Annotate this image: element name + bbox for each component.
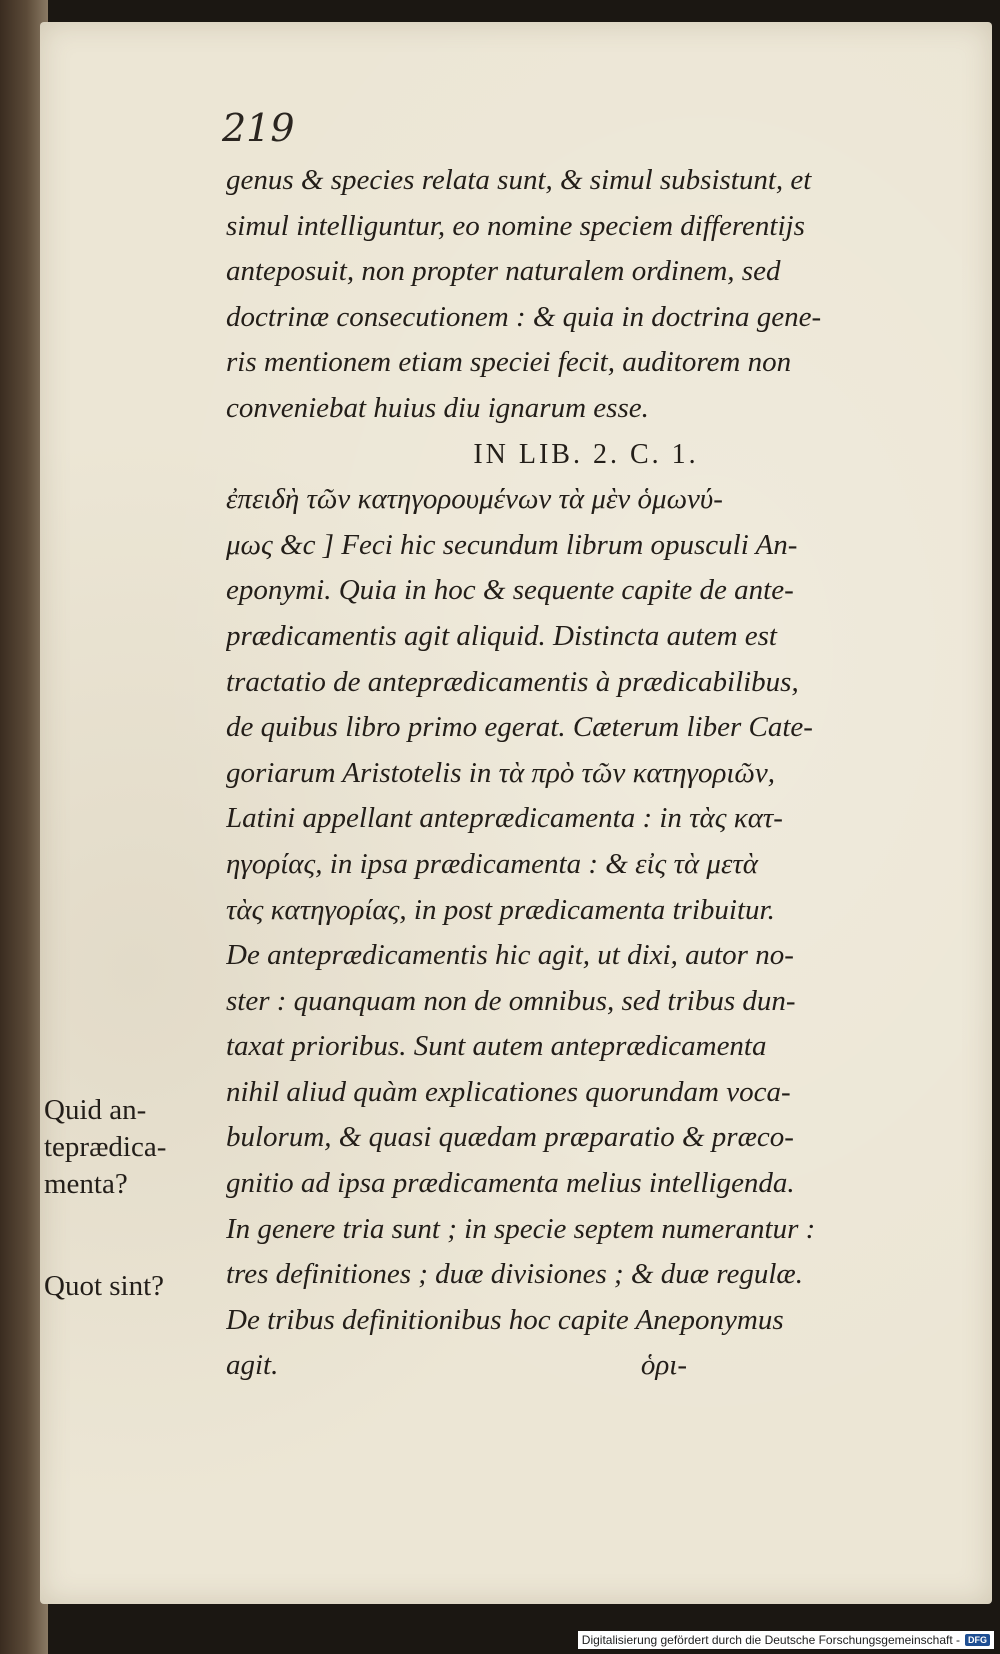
text-line: eponymi. Quia in hoc & sequente capite de ante-	[226, 574, 794, 607]
text-line: μως &c ] Feci hic secundum librum opusculi An-	[226, 528, 798, 561]
margin-note-line: Quid an-	[44, 1094, 147, 1126]
text-line: tractatio de anteprædicamentis à prædicabilibus,	[226, 665, 799, 698]
text-line: simul intelliguntur, eo nomine speciem differentijs	[226, 209, 805, 242]
text-line: Latini appellant anteprædicamenta : in τὰς κατ-	[226, 802, 783, 835]
text-line: ster : quanquam non de omnibus, sed tribus dun-	[226, 984, 796, 1017]
digitization-credit-text: Digitalisierung gefördert durch die Deutsche Forschungsgemeinschaft -	[581, 1633, 960, 1647]
text-line: de quibus libro primo egerat. Cæterum liber Cate-	[226, 711, 813, 744]
text-line: nihil aliud quàm explicationes quorundam voca-	[226, 1075, 791, 1108]
text-line: doctrinæ consecutionem : & quia in doctrina gene-	[226, 300, 822, 333]
margin-note-line: teprædica-	[44, 1131, 167, 1163]
page-number: 219	[222, 106, 295, 150]
text-line: taxat prioribus. Sunt autem anteprædicamenta	[226, 1030, 767, 1063]
text-line: prædicamentis agit aliquid. Distincta autem est	[226, 619, 777, 652]
margin-note-quot-sint	[44, 1268, 219, 1305]
text-line: De anteprædicamentis hic agit, ut dixi, autor no-	[226, 939, 794, 972]
margin-note-line: Quot sint?	[44, 1270, 165, 1302]
text-line: genus & species relata sunt, & simul subsistunt, et	[226, 164, 812, 196]
text-line: bulorum, & quasi quædam præparatio & præco-	[226, 1121, 794, 1154]
section-heading: IN LIB. 2. C. 1.	[473, 438, 699, 470]
text-line: In genere tria sunt ; in specie septem numerantur :	[226, 1212, 816, 1245]
text-line: ἐπειδὴ τῶν κατηγορουμένων τὰ μὲν ὁμωνύ-	[226, 483, 723, 516]
text-line: De tribus definitionibus hoc capite Aneponymus	[226, 1303, 784, 1336]
margin-note-quid-antepraedicamenta	[44, 1092, 219, 1203]
text-line: tres definitiones ; duæ divisiones ; & duæ regulæ.	[226, 1258, 804, 1291]
text-line: agit. ὁρι-	[226, 1349, 687, 1382]
text-line: gnitio ad ipsa prædicamenta melius intelligenda.	[226, 1167, 795, 1200]
text-line: τὰς κατηγορίας, in post prædicamenta tribuitur.	[226, 893, 775, 926]
margin-note-line: menta?	[44, 1168, 128, 1200]
text-line: anteposuit, non propter naturalem ordinem, sed	[226, 255, 781, 288]
dfg-logo-icon: DFG	[965, 1634, 990, 1646]
text-line: conveniebat huius diu ignarum esse.	[226, 391, 649, 424]
digitization-credit-bar	[578, 1631, 994, 1649]
text-line: ris mentionem etiam speciei fecit, auditorem non	[226, 346, 792, 379]
text-line: goriarum Aristotelis in τὰ πρὸ τῶν κατηγοριῶν,	[226, 756, 776, 789]
text-line: ηγορίας, in ipsa prædicamenta : & εἰς τὰ μετὰ	[226, 847, 759, 880]
body-text	[226, 158, 946, 1389]
